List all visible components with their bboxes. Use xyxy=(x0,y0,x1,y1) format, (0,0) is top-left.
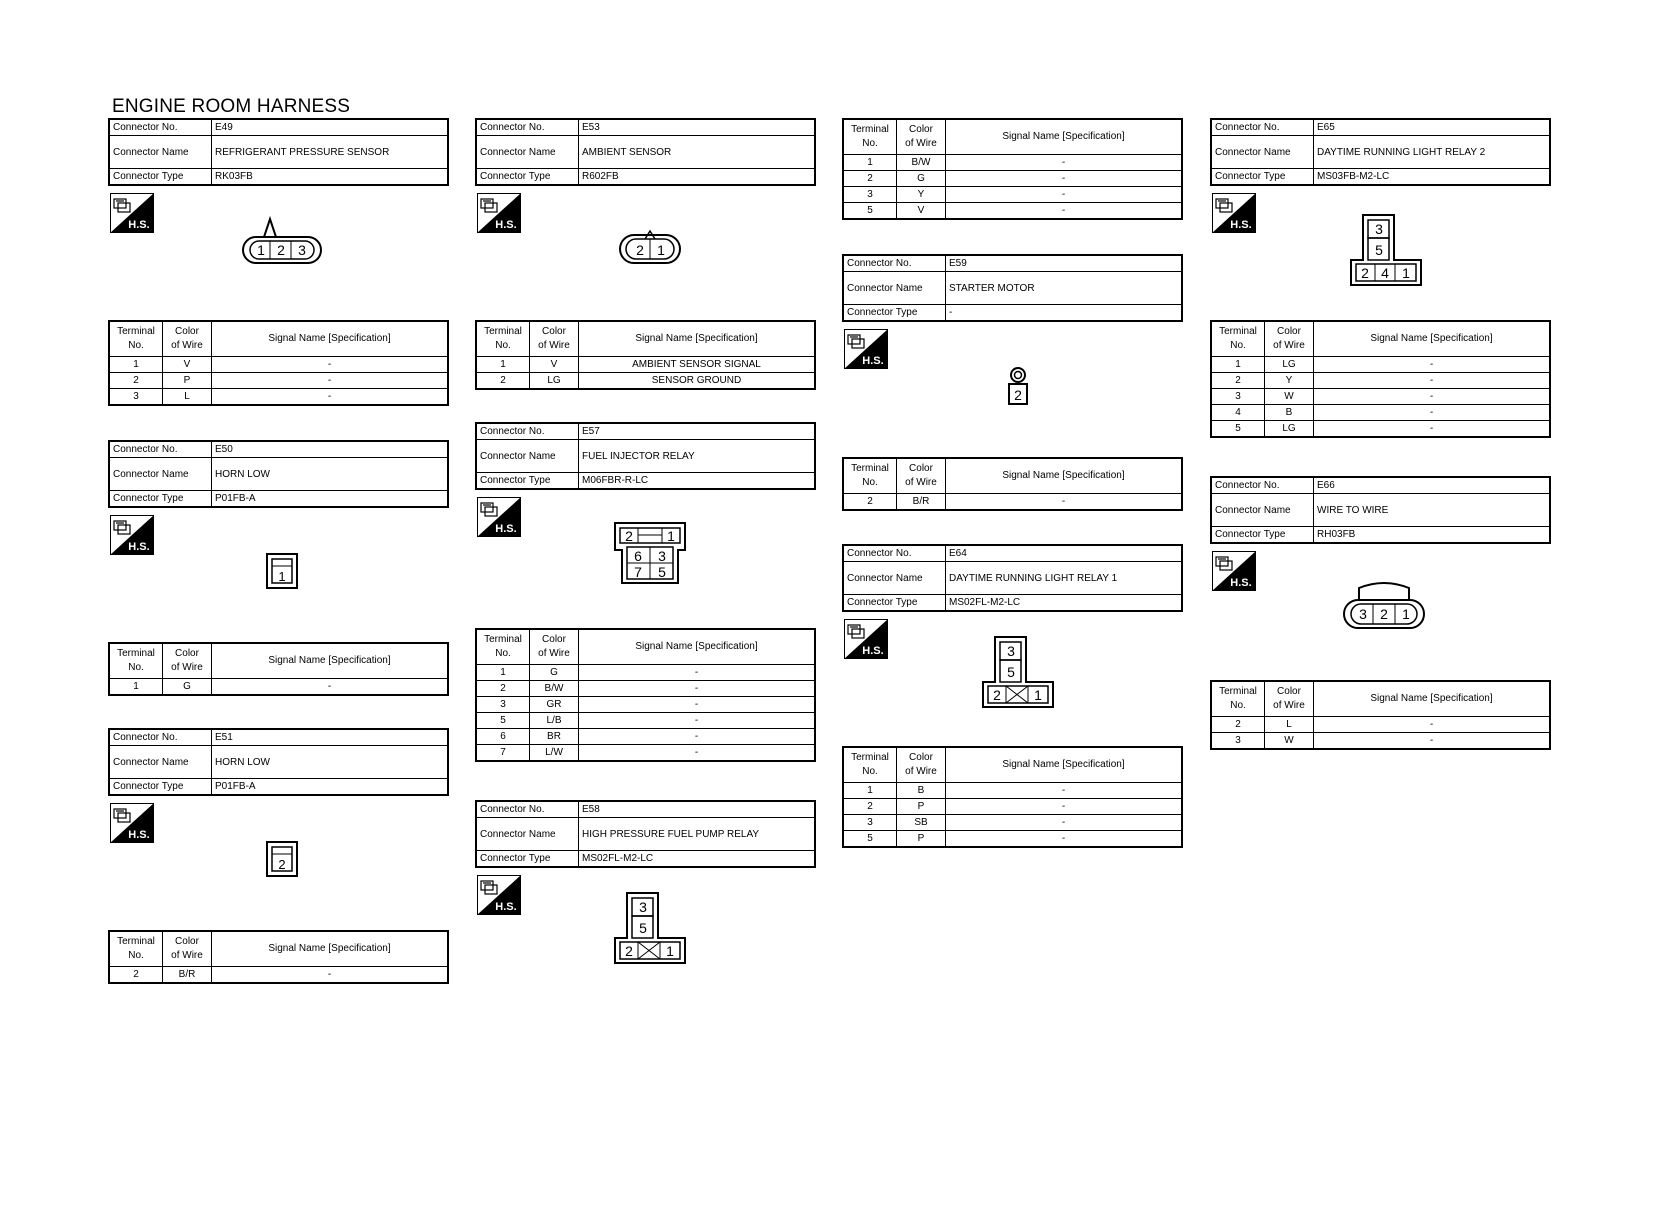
label-connector-name: Connector Name xyxy=(1211,136,1314,169)
wire-color: GR xyxy=(530,697,579,713)
label-connector-type: Connector Type xyxy=(843,305,946,322)
connector-info-e49 xyxy=(108,118,449,186)
table-row xyxy=(476,373,815,390)
harness-side-icon xyxy=(477,497,521,537)
harness-side-icon xyxy=(110,803,154,843)
wire-color: W xyxy=(1265,389,1314,405)
wire-color: W xyxy=(1265,733,1314,750)
svg-text:2: 2 xyxy=(993,687,1001,703)
page-title: ENGINE ROOM HARNESS xyxy=(112,96,351,117)
connector-no: E59 xyxy=(946,255,1183,272)
harness-side-icon xyxy=(110,193,154,233)
table-row xyxy=(109,967,448,984)
table-row xyxy=(109,373,448,389)
terminal-no: 1 xyxy=(476,357,530,373)
label-connector-name: Connector Name xyxy=(1211,494,1314,527)
connector-diagram-e53 xyxy=(617,227,683,276)
harness-side-icon xyxy=(844,619,888,659)
terminal-no: 1 xyxy=(476,665,530,681)
signal-name: - xyxy=(946,155,1183,171)
wire-color: B xyxy=(1265,405,1314,421)
label-connector-name: Connector Name xyxy=(476,136,579,169)
svg-text:1: 1 xyxy=(257,242,265,258)
header-signal-name: Signal Name [Specification] xyxy=(946,747,1183,783)
connector-diagram-e65 xyxy=(1348,212,1424,293)
label-connector-no: Connector No. xyxy=(843,545,946,562)
wire-color: G xyxy=(163,679,212,696)
connector-diagram-e57 xyxy=(612,520,688,591)
svg-text:H.S.: H.S. xyxy=(1230,219,1252,231)
connector-type: R602FB xyxy=(579,169,816,186)
svg-text:2: 2 xyxy=(277,242,285,258)
terminal-no: 2 xyxy=(476,373,530,390)
terminal-no: 2 xyxy=(843,494,897,511)
signal-name: - xyxy=(1314,733,1551,750)
connector-name: STARTER MOTOR xyxy=(946,272,1183,305)
connector-type: MS03FB-M2-LC xyxy=(1314,169,1551,186)
wire-color: B/R xyxy=(163,967,212,984)
signal-name: - xyxy=(212,373,449,389)
terminal-no: 2 xyxy=(843,171,897,187)
header-color-of-wire: Color of Wire xyxy=(897,458,946,494)
header-color-of-wire: Color of Wire xyxy=(530,629,579,665)
connector-info-e58 xyxy=(475,800,816,868)
header-color-of-wire: Color of Wire xyxy=(163,643,212,679)
signal-name: - xyxy=(1314,717,1551,733)
svg-text:H.S.: H.S. xyxy=(862,645,884,657)
table-row xyxy=(843,203,1182,220)
signal-name: - xyxy=(212,679,449,696)
label-connector-type: Connector Type xyxy=(1211,169,1314,186)
signal-name: SENSOR GROUND xyxy=(579,373,816,390)
terminal-table-e64 xyxy=(842,746,1183,848)
terminal-no: 1 xyxy=(843,783,897,799)
wire-color: BR xyxy=(530,729,579,745)
svg-text:2: 2 xyxy=(1361,265,1369,281)
wire-color: Y xyxy=(897,187,946,203)
label-connector-name: Connector Name xyxy=(109,136,212,169)
wire-color: LG xyxy=(1265,421,1314,438)
header-terminal-no: Terminal No. xyxy=(476,321,530,357)
terminal-no: 2 xyxy=(1211,717,1265,733)
terminal-no: 3 xyxy=(843,815,897,831)
connector-no: E50 xyxy=(212,441,449,458)
signal-name: - xyxy=(946,799,1183,815)
connector-type: P01FB-A xyxy=(212,491,449,508)
wire-color: P xyxy=(163,373,212,389)
connector-diagram-e58 xyxy=(612,890,688,971)
connector-name: HORN LOW xyxy=(212,746,449,779)
connector-info-e64 xyxy=(842,544,1183,612)
signal-name: - xyxy=(946,815,1183,831)
connector-diagram-e50 xyxy=(265,552,299,595)
connector-type: RH03FB xyxy=(1314,527,1551,544)
svg-text:5: 5 xyxy=(658,564,666,580)
header-terminal-no: Terminal No. xyxy=(109,643,163,679)
harness-side-icon xyxy=(844,329,888,369)
signal-name: - xyxy=(579,665,816,681)
connector-info-e57 xyxy=(475,422,816,490)
wire-color: L/B xyxy=(530,713,579,729)
svg-text:H.S.: H.S. xyxy=(128,541,150,553)
label-connector-name: Connector Name xyxy=(843,272,946,305)
terminal-no: 1 xyxy=(109,357,163,373)
header-signal-name: Signal Name [Specification] xyxy=(946,458,1183,494)
label-connector-type: Connector Type xyxy=(843,595,946,612)
table-row xyxy=(843,815,1182,831)
signal-name: - xyxy=(946,783,1183,799)
wire-color: B xyxy=(897,783,946,799)
label-connector-type: Connector Type xyxy=(476,851,579,868)
header-signal-name: Signal Name [Specification] xyxy=(579,321,816,357)
svg-text:3: 3 xyxy=(298,242,306,258)
header-signal-name: Signal Name [Specification] xyxy=(212,321,449,357)
terminal-no: 7 xyxy=(476,745,530,762)
label-connector-no: Connector No. xyxy=(109,119,212,136)
terminal-no: 3 xyxy=(1211,389,1265,405)
terminal-no: 3 xyxy=(109,389,163,406)
wire-color: B/R xyxy=(897,494,946,511)
table-row xyxy=(1211,717,1550,733)
terminal-no: 5 xyxy=(1211,421,1265,438)
header-terminal-no: Terminal No. xyxy=(109,321,163,357)
wire-color: LG xyxy=(1265,357,1314,373)
label-connector-no: Connector No. xyxy=(109,441,212,458)
signal-name: - xyxy=(1314,389,1551,405)
label-connector-no: Connector No. xyxy=(109,729,212,746)
connector-name: HIGH PRESSURE FUEL PUMP RELAY xyxy=(579,818,816,851)
connector-no: E66 xyxy=(1314,477,1551,494)
connector-type: MS02FL-M2-LC xyxy=(946,595,1183,612)
table-row xyxy=(476,665,815,681)
label-connector-type: Connector Type xyxy=(109,169,212,186)
terminal-table-e49 xyxy=(108,320,449,406)
wire-color: V xyxy=(897,203,946,220)
signal-name: - xyxy=(1314,357,1551,373)
table-row xyxy=(109,679,448,696)
signal-name: - xyxy=(946,494,1183,511)
svg-text:H.S.: H.S. xyxy=(128,219,150,231)
table-row xyxy=(1211,421,1550,438)
terminal-table-e51 xyxy=(108,930,449,984)
header-signal-name: Signal Name [Specification] xyxy=(212,931,449,967)
table-row xyxy=(476,681,815,697)
header-color-of-wire: Color of Wire xyxy=(897,747,946,783)
svg-text:2: 2 xyxy=(636,242,644,258)
connector-no: E57 xyxy=(579,423,816,440)
label-connector-no: Connector No. xyxy=(1211,477,1314,494)
connector-name: DAYTIME RUNNING LIGHT RELAY 2 xyxy=(1314,136,1551,169)
label-connector-type: Connector Type xyxy=(109,491,212,508)
signal-name: - xyxy=(212,967,449,984)
header-terminal-no: Terminal No. xyxy=(843,747,897,783)
header-signal-name: Signal Name [Specification] xyxy=(946,119,1183,155)
signal-name: - xyxy=(1314,421,1551,438)
table-row xyxy=(476,729,815,745)
table-row xyxy=(1211,357,1550,373)
terminal-no: 6 xyxy=(476,729,530,745)
signal-name: - xyxy=(946,831,1183,848)
terminal-table-e66 xyxy=(1210,680,1551,750)
header-color-of-wire: Color of Wire xyxy=(163,321,212,357)
terminal-table-e58_terminals xyxy=(842,118,1183,220)
label-connector-no: Connector No. xyxy=(843,255,946,272)
svg-text:2: 2 xyxy=(1014,387,1022,403)
svg-text:5: 5 xyxy=(1375,242,1383,258)
terminal-no: 1 xyxy=(1211,357,1265,373)
terminal-no: 5 xyxy=(476,713,530,729)
header-terminal-no: Terminal No. xyxy=(476,629,530,665)
connector-no: E49 xyxy=(212,119,449,136)
wire-color: V xyxy=(530,357,579,373)
connector-no: E65 xyxy=(1314,119,1551,136)
terminal-table-e65 xyxy=(1210,320,1551,438)
terminal-no: 2 xyxy=(843,799,897,815)
table-row xyxy=(476,713,815,729)
header-signal-name: Signal Name [Specification] xyxy=(212,643,449,679)
table-row xyxy=(109,389,448,406)
label-connector-type: Connector Type xyxy=(1211,527,1314,544)
svg-text:2: 2 xyxy=(278,857,286,872)
wire-color: G xyxy=(897,171,946,187)
connector-type: MS02FL-M2-LC xyxy=(579,851,816,868)
label-connector-type: Connector Type xyxy=(476,473,579,490)
signal-name: - xyxy=(1314,373,1551,389)
connector-info-e65 xyxy=(1210,118,1551,186)
label-connector-type: Connector Type xyxy=(109,779,212,796)
connector-info-e59 xyxy=(842,254,1183,322)
table-row xyxy=(843,799,1182,815)
svg-text:6: 6 xyxy=(634,548,642,564)
table-row xyxy=(1211,373,1550,389)
signal-name: - xyxy=(579,713,816,729)
table-row xyxy=(109,357,448,373)
connector-name: HORN LOW xyxy=(212,458,449,491)
terminal-no: 2 xyxy=(109,373,163,389)
wire-color: Y xyxy=(1265,373,1314,389)
connector-name: WIRE TO WIRE xyxy=(1314,494,1551,527)
signal-name: - xyxy=(579,697,816,713)
terminal-no: 5 xyxy=(843,203,897,220)
header-terminal-no: Terminal No. xyxy=(843,458,897,494)
connector-info-e50 xyxy=(108,440,449,508)
label-connector-name: Connector Name xyxy=(109,458,212,491)
svg-text:H.S.: H.S. xyxy=(1230,577,1252,589)
svg-text:1: 1 xyxy=(1402,265,1410,281)
terminal-table-e59 xyxy=(842,457,1183,511)
table-row xyxy=(476,697,815,713)
terminal-no: 1 xyxy=(109,679,163,696)
svg-text:2: 2 xyxy=(625,528,633,544)
wire-color: B/W xyxy=(897,155,946,171)
signal-name: - xyxy=(946,203,1183,220)
terminal-table-e53 xyxy=(475,320,816,390)
svg-text:H.S.: H.S. xyxy=(862,355,884,367)
svg-text:2: 2 xyxy=(625,943,633,959)
terminal-no: 2 xyxy=(109,967,163,984)
connector-name: AMBIENT SENSOR xyxy=(579,136,816,169)
header-color-of-wire: Color of Wire xyxy=(1265,321,1314,357)
signal-name: - xyxy=(212,389,449,406)
connector-diagram-e51 xyxy=(265,840,299,883)
svg-text:1: 1 xyxy=(657,242,665,258)
header-terminal-no: Terminal No. xyxy=(1211,321,1265,357)
terminal-no: 3 xyxy=(1211,733,1265,750)
label-connector-no: Connector No. xyxy=(1211,119,1314,136)
terminal-no: 2 xyxy=(476,681,530,697)
table-row xyxy=(1211,389,1550,405)
label-connector-name: Connector Name xyxy=(109,746,212,779)
svg-text:1: 1 xyxy=(1402,606,1410,622)
signal-name: - xyxy=(579,745,816,762)
wire-color: L/W xyxy=(530,745,579,762)
svg-text:1: 1 xyxy=(278,569,286,584)
label-connector-name: Connector Name xyxy=(843,562,946,595)
header-signal-name: Signal Name [Specification] xyxy=(1314,681,1551,717)
terminal-no: 3 xyxy=(843,187,897,203)
header-color-of-wire: Color of Wire xyxy=(163,931,212,967)
connector-info-e53 xyxy=(475,118,816,186)
table-row xyxy=(843,171,1182,187)
svg-text:5: 5 xyxy=(1007,664,1015,680)
connector-type: M06FBR-R-LC xyxy=(579,473,816,490)
connector-diagram-e49 xyxy=(240,215,326,280)
header-signal-name: Signal Name [Specification] xyxy=(579,629,816,665)
wire-color: SB xyxy=(897,815,946,831)
harness-side-icon xyxy=(477,875,521,915)
wire-color: L xyxy=(1265,717,1314,733)
terminal-table-e57 xyxy=(475,628,816,762)
svg-text:1: 1 xyxy=(666,943,674,959)
wire-color: G xyxy=(530,665,579,681)
table-row xyxy=(843,831,1182,848)
label-connector-name: Connector Name xyxy=(476,440,579,473)
table-row xyxy=(476,745,815,762)
signal-name: - xyxy=(1314,405,1551,421)
svg-text:4: 4 xyxy=(1381,265,1389,281)
label-connector-no: Connector No. xyxy=(476,423,579,440)
header-terminal-no: Terminal No. xyxy=(109,931,163,967)
terminal-no: 2 xyxy=(1211,373,1265,389)
svg-text:3: 3 xyxy=(658,548,666,564)
harness-side-icon xyxy=(1212,551,1256,591)
connector-name: REFRIGERANT PRESSURE SENSOR xyxy=(212,136,449,169)
svg-text:3: 3 xyxy=(639,899,647,915)
header-color-of-wire: Color of Wire xyxy=(1265,681,1314,717)
header-signal-name: Signal Name [Specification] xyxy=(1314,321,1551,357)
terminal-no: 3 xyxy=(476,697,530,713)
connector-type: - xyxy=(946,305,1183,322)
table-row xyxy=(476,357,815,373)
connector-diagram-e64 xyxy=(980,634,1056,715)
connector-diagram-e66 xyxy=(1341,580,1427,641)
svg-text:H.S.: H.S. xyxy=(495,901,517,913)
header-terminal-no: Terminal No. xyxy=(1211,681,1265,717)
svg-text:3: 3 xyxy=(1359,606,1367,622)
signal-name: AMBIENT SENSOR SIGNAL xyxy=(579,357,816,373)
signal-name: - xyxy=(579,729,816,745)
connector-type: RK03FB xyxy=(212,169,449,186)
wire-color: L xyxy=(163,389,212,406)
label-connector-type: Connector Type xyxy=(476,169,579,186)
connector-info-e51 xyxy=(108,728,449,796)
signal-name: - xyxy=(946,187,1183,203)
svg-text:H.S.: H.S. xyxy=(128,829,150,841)
table-row xyxy=(843,494,1182,511)
connector-name: FUEL INJECTOR RELAY xyxy=(579,440,816,473)
svg-text:1: 1 xyxy=(667,528,675,544)
harness-side-icon xyxy=(477,193,521,233)
wire-color: LG xyxy=(530,373,579,390)
table-row xyxy=(843,155,1182,171)
connector-diagram-e59 xyxy=(1004,366,1032,411)
harness-side-icon xyxy=(1212,193,1256,233)
table-row xyxy=(843,783,1182,799)
label-connector-name: Connector Name xyxy=(476,818,579,851)
label-connector-no: Connector No. xyxy=(476,801,579,818)
terminal-no: 5 xyxy=(843,831,897,848)
svg-text:5: 5 xyxy=(639,920,647,936)
connector-no: E53 xyxy=(579,119,816,136)
signal-name: - xyxy=(946,171,1183,187)
terminal-table-e50 xyxy=(108,642,449,696)
connector-no: E58 xyxy=(579,801,816,818)
table-row xyxy=(843,187,1182,203)
table-row xyxy=(1211,733,1550,750)
connector-no: E51 xyxy=(212,729,449,746)
connector-name: DAYTIME RUNNING LIGHT RELAY 1 xyxy=(946,562,1183,595)
svg-text:7: 7 xyxy=(634,564,642,580)
wire-color: P xyxy=(897,831,946,848)
svg-text:1: 1 xyxy=(1034,687,1042,703)
terminal-no: 1 xyxy=(843,155,897,171)
svg-text:H.S.: H.S. xyxy=(495,523,517,535)
wire-color: V xyxy=(163,357,212,373)
signal-name: - xyxy=(212,357,449,373)
terminal-no: 4 xyxy=(1211,405,1265,421)
label-connector-no: Connector No. xyxy=(476,119,579,136)
svg-text:3: 3 xyxy=(1007,643,1015,659)
header-terminal-no: Terminal No. xyxy=(843,119,897,155)
table-row xyxy=(1211,405,1550,421)
wire-color: P xyxy=(897,799,946,815)
connector-info-e66 xyxy=(1210,476,1551,544)
svg-text:H.S.: H.S. xyxy=(495,219,517,231)
signal-name: - xyxy=(579,681,816,697)
wire-color: B/W xyxy=(530,681,579,697)
harness-side-icon xyxy=(110,515,154,555)
connector-type: P01FB-A xyxy=(212,779,449,796)
connector-no: E64 xyxy=(946,545,1183,562)
header-color-of-wire: Color of Wire xyxy=(530,321,579,357)
svg-text:3: 3 xyxy=(1375,221,1383,237)
svg-text:2: 2 xyxy=(1380,606,1388,622)
header-color-of-wire: Color of Wire xyxy=(897,119,946,155)
